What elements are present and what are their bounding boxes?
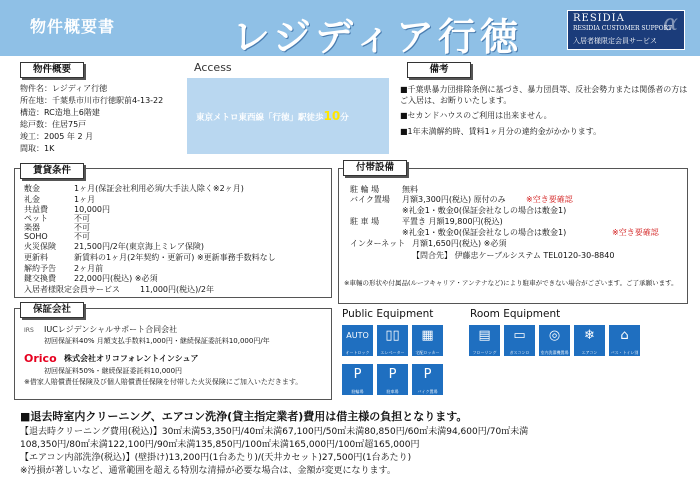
lease-label: 礼金 (24, 195, 40, 204)
air-conditioner-glyph: ❄ (584, 328, 595, 343)
access-text (196, 109, 349, 123)
overview-line: 所在地：千葉県市川市行徳駅前4-13-22 (20, 96, 164, 105)
flooring-glyph: ▤ (478, 328, 491, 343)
lease-value: 21,500円/2年(東京海上ミレア保険) (74, 242, 205, 251)
bike-label: 駐 輪 場 (350, 185, 380, 194)
alpha-mark: α (663, 11, 678, 36)
icon-caption: 室内洗濯機置場 (540, 350, 569, 355)
residia-logo (567, 10, 685, 50)
bicycle-parking-glyph: P (353, 367, 362, 382)
lease-value: 2ヶ月前 (74, 264, 104, 273)
access-minutes: 10 (323, 109, 341, 123)
lease-value: 不可 (74, 232, 90, 241)
lease-value: 10,000円 (74, 205, 110, 214)
lease-value: 1ヶ月 (74, 195, 96, 204)
icon-caption: エレベーター (380, 350, 405, 355)
public-equipment-title: Public Equipment (342, 308, 434, 320)
access-unit: 分 (340, 113, 349, 123)
parking-value: 平置き 月額19,800円(税込) (402, 217, 503, 226)
elevator-glyph: ▯▯ (385, 328, 400, 343)
lease-label: 敷金 (24, 184, 40, 193)
icon-caption: 駐輪場 (351, 389, 364, 394)
autolock-icon (341, 324, 374, 357)
lease-label: 入居者様限定会員サービス (24, 285, 120, 294)
property-title: レジディア行徳 (232, 15, 523, 59)
motorbike-parking-icon (411, 363, 444, 396)
lease-value: 22,000円(税込) ※必須 (74, 274, 158, 283)
lease-value: 不可 (74, 214, 90, 223)
page-header (0, 0, 700, 59)
delivery-locker-glyph: ▦ (421, 328, 434, 343)
washer-space-glyph: ◎ (548, 328, 561, 343)
bike-value: 無料 (402, 185, 418, 194)
net-contact: 【問合先】 伊藤忠ケーブルシステム TEL0120-30-8840 (412, 251, 615, 260)
icon-caption: オートロック (345, 350, 370, 355)
logo-subtitle: RESIDIA CUSTOMER SUPPORT (573, 25, 672, 32)
washer-space-icon (538, 324, 571, 357)
notes-title: 備考 (407, 62, 471, 78)
access-box (187, 78, 389, 154)
air-conditioner-icon (573, 324, 606, 357)
lease-label: ペット (24, 214, 48, 223)
overview-title: 物件概要 (20, 62, 84, 78)
overview-line: 竣工：2005 年 2 月 (20, 132, 94, 141)
icon-caption: フローリング (472, 350, 497, 355)
guarantee-note: ※借家人賠償責任保険及び個人賠償責任保険を付帯した火災保険にご加入いただきます。 (24, 378, 303, 386)
separate-bath-toilet-icon (608, 324, 641, 357)
lease-value: 1ヶ月(保証会社利用必須/大手法人除く※2ヶ月) (74, 184, 244, 193)
gas-stove-icon (503, 324, 536, 357)
net-value: 月額1,650円(税込) ※必須 (412, 239, 507, 248)
net-label: インターネット (350, 239, 406, 248)
lease-label: 楽器 (24, 223, 40, 232)
overview-line: 総戸数：住居75戸 (20, 120, 87, 129)
orico-logo: Orico (24, 352, 57, 365)
overview-line: 間取：1K (20, 144, 55, 153)
lease-title: 賃貸条件 (20, 163, 84, 179)
moto-label: バイク置場 (350, 195, 390, 204)
gas-stove-glyph: ▭ (513, 328, 526, 343)
access-route: 東京メトロ東西線「行徳」駅徒歩 (196, 113, 324, 123)
guarantee-title: 保証会社 (20, 302, 84, 318)
facilities-title: 付帯設備 (343, 160, 407, 176)
icon-caption: エアコン (581, 350, 598, 355)
overview-line: 物件名：レジディア行徳 (20, 84, 108, 93)
guarantee-terms: 初回保証料50%・継続保証委託料10,000円 (44, 367, 183, 375)
note-item: ■千葉県暴力団排除条例に基づき、暴力団員等、反社会勢力または関係者の方はご入居は、お断りいたします。 (400, 85, 688, 106)
icon-caption: 駐車場 (386, 389, 399, 394)
lease-label: 解約予告 (24, 264, 56, 273)
note-item: ■セカンドハウスのご利用は出来ません。 (400, 111, 552, 120)
guarantee-company: 株式会社オリコフォレントインシュア (64, 354, 199, 363)
flooring-icon (468, 324, 501, 357)
lease-value: 新賃料の1ヶ月(2年契約・更新可) ※更新事務手数料なし (74, 253, 276, 262)
doc-type-label: 物件概要書 (30, 17, 116, 36)
car-parking-glyph: P (388, 367, 397, 382)
guarantee-company: IUCレジデンシャルサポート合同会社 (44, 325, 178, 334)
facilities-footnote: ※車輛の形状や付属品(ルーフキャリア・アンテナなど)により駐車ができない場合がございます。ご了承願います。 (344, 279, 678, 287)
lease-label: SOHO (24, 232, 48, 241)
lease-label: 共益費 (24, 205, 48, 214)
cleaning-heading: ■退去時室内クリーニング、エアコン洗浄(貸主指定業者)費用は借主様の負担となります。 (20, 410, 468, 423)
parking-label: 駐 車 場 (350, 217, 380, 226)
parking-note: ※空き要確認 (612, 228, 659, 237)
moto-value: 月額3,300円(税込) 原付のみ (402, 195, 506, 204)
icon-caption: バス・トイレ別 (610, 350, 639, 355)
lease-label: 鍵交換費 (24, 274, 56, 283)
car-parking-icon (376, 363, 409, 396)
irs-logo: IRS (24, 327, 34, 334)
delivery-locker-icon (411, 324, 444, 357)
icon-caption: バイク置場 (417, 389, 438, 394)
separate-bath-toilet-glyph: ⌂ (620, 328, 629, 343)
lease-label: 更新料 (24, 253, 48, 262)
logo-service: 入居者様限定会員サービス (573, 37, 657, 45)
autolock-glyph: AUTO (346, 331, 369, 340)
overview-line: 構造：RC造地上6階建 (20, 108, 100, 117)
guarantee-terms: 初回保証料40% 月額支払手数料1,000円・継続保証委託料10,000円/年 (44, 337, 270, 345)
lease-label: 火災保険 (24, 242, 56, 251)
icon-caption: ガスコンロ (509, 350, 530, 355)
cleaning-fee-line: 108,350円/80㎡未満122,100円/90㎡未満135,850円/100㎡未満165,000円/100㎡超165,000円 (20, 440, 420, 450)
moto-note: ※空き要確認 (526, 195, 573, 204)
icon-caption: 宅配ロッカー (415, 350, 440, 355)
parking-sub: ※礼金1・敷金0(保証会社なしの場合は敷金1) (402, 228, 567, 237)
lease-value: 11,000円(税込)/2年 (140, 285, 215, 294)
aircon-fee-line: 【エアコン内部洗浄(税込)】(壁掛け)13,200円(1台あたり)/(天井カセット)27,500円(1台あたり) (20, 453, 412, 463)
lease-value: 不可 (74, 223, 90, 232)
access-label: Access (194, 61, 232, 74)
moto-sub: ※礼金1・敷金0(保証会社なしの場合は敷金1) (402, 206, 567, 215)
logo-brand: RESIDIA (573, 13, 625, 24)
note-item: ■1年未満解約時、賃料1ヶ月分の違約金がかかります。 (400, 127, 602, 136)
motorbike-parking-glyph: P (423, 367, 432, 382)
elevator-icon (376, 324, 409, 357)
cleaning-note: ※汚損が著しいなど、通常範囲を超える特別な清掃が必要な場合は、金額が変更になります。 (20, 466, 396, 476)
bicycle-parking-icon (341, 363, 374, 396)
cleaning-fee-line: 【退去時クリーニング費用(税込)】30㎡未満53,350円/40㎡未満67,100円/50㎡未満80,850円/60㎡未満94,600円/70㎡未満 (20, 427, 529, 437)
room-equipment-title: Room Equipment (470, 308, 561, 320)
